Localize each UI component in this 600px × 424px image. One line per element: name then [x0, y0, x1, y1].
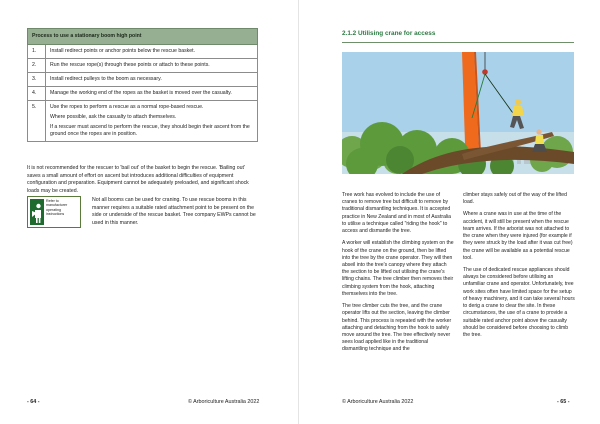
row-number: 3. [28, 73, 46, 87]
notice-text: Refer to manufacturer operating instructions [46, 199, 68, 217]
row-line: Manage the working end of the ropes as the basket is moved over the casualty. [50, 90, 232, 97]
text-column-right [463, 192, 575, 344]
page-number-right: - 65 - [557, 399, 570, 405]
booms-paragraph: Not all booms can be used for craning. To use rescue booms in this manner requires a suitable rated attachment point to be present on the side or underside of the rescue basket. Tree company EWPs cannot be used in this manner. [92, 197, 256, 226]
row-line: Run the rescue rope(s) through these points or attach to these points. [50, 62, 210, 69]
row-number: 1. [28, 45, 46, 59]
bail-out-paragraph: It is not recommended for the rescuer to 'bail out' of the basket to begin the rescue. 'Bailing out' saves a small amount of effort on ascent but introduces additional difficulties of equipment configuration and preparation. Equipment cannot be adequately preloaded, and significant shock loads may be created. [27, 165, 249, 194]
table-header: Process to use a stationary boom high point [28, 29, 258, 45]
row-text [46, 87, 258, 101]
row-line: Use the ropes to perform a rescue as a normal rope-based rescue. [50, 104, 204, 111]
row-text [46, 101, 258, 142]
section-heading: 2.1.2 Utilising crane for access [342, 30, 574, 43]
copyright-right: © Arboriculture Australia 2022 [342, 399, 414, 405]
row-number: 2. [28, 59, 46, 73]
column-paragraph: The use of dedicated rescue appliances should always be considered before utilising an unfamiliar crane and operator. Unfortunately, tree work sites often have limited space for the setup of heavy machinery, and it can take several hours to derig a crane to clear the site. In these circumstances, the use of a crane to provide a suitable rated anchor point above the casualty should be considered before choosing to climb the tree. [463, 266, 575, 338]
row-number: 4. [28, 87, 46, 101]
table-row [28, 87, 258, 101]
row-line: If a rescuer must ascend to perform the rescue, they should begin their ascent from the ground once the ropes are in position. [50, 124, 250, 138]
crane-rescue-illustration [342, 52, 574, 174]
column-paragraph: climber stays safely out of the way of the lifted load. [463, 192, 567, 206]
column-paragraph: Tree work has evolved to include the use of cranes to remove tree but difficult to remove by traditional dismantling techniques. It is accepted practice in New Zealand and in most of Australia to utilise a technique called "riding the hook" to access and dismantle the tree. [342, 192, 452, 235]
table-row [28, 73, 258, 87]
row-text [46, 73, 258, 87]
row-text [46, 59, 258, 73]
column-paragraph: Where a crane was in use at the time of the accident, it will still be present when the rescue team arrives. If the arborist was not attached to the crane when they were injured (for example if they were struck by the load after it was cut free) the crane will be available as a potential rescue tool. [463, 211, 573, 261]
row-line: Where possible, ask the casualty to attach themselves. [50, 114, 177, 121]
page-number-left: - 64 - [27, 399, 40, 405]
manual-reading-icon [30, 199, 44, 225]
table-row [28, 59, 258, 73]
row-text [46, 45, 258, 59]
process-table [27, 28, 258, 142]
row-line: Install redirect pulleys to the boom as necessary. [50, 76, 162, 83]
manufacturer-notice [27, 196, 81, 228]
row-line: Install redirect points or anchor points below the rescue basket. [50, 48, 196, 55]
left-page [0, 0, 299, 424]
column-paragraph: A worker will establish the climbing system on the hook of the crane on the ground, then be lifted into the tree by the crane operator. They will then abseil into the tree's canopy where they attach the section to be lifted out utilising the crane's lifting chains. The tree climber then removes their climbing system from the hook, attaching themselves into the tree. [342, 240, 454, 297]
table-row [28, 101, 258, 142]
copyright-left: © Arboriculture Australia 2022 [188, 399, 260, 405]
right-page [300, 0, 600, 424]
table-row [28, 45, 258, 59]
column-paragraph: The tree climber cuts the tree, and the crane operator lifts out the section, leaving the climber behind. This process is repeated with the worker attaching and detaching from the hook to safely move around the tree. The tree effectively never sees load applied like in the traditional dismantling technique and the [342, 303, 452, 353]
text-column-left [342, 192, 454, 359]
row-number: 5. [28, 101, 46, 142]
